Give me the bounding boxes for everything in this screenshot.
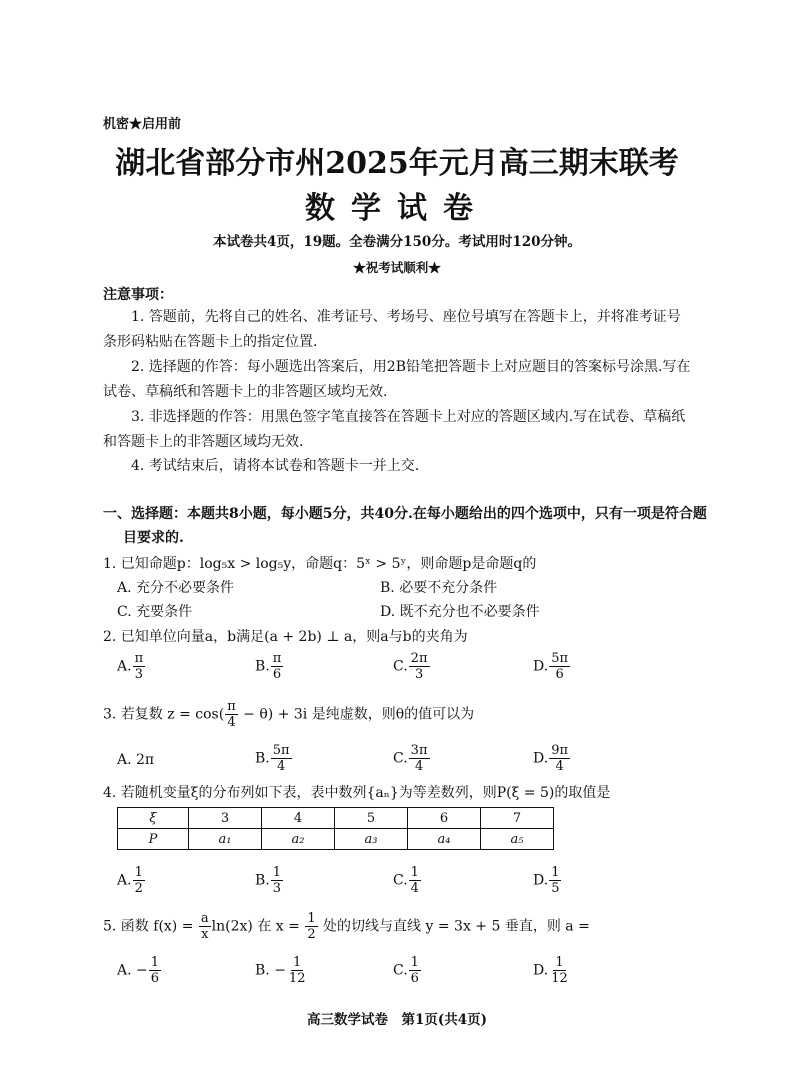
notice-item-2: 2. 选择题的作答：每小题选出答案后，用2B铅笔把答题卡上对应题目的答案标号涂黑.写在试卷、草稿纸和答题卡上的非答题区域均无效. bbox=[103, 359, 691, 400]
fraction bbox=[409, 744, 430, 773]
fraction bbox=[133, 652, 146, 681]
table-row bbox=[118, 808, 554, 829]
table-cell: a₁ bbox=[189, 829, 262, 850]
denominator: 3 bbox=[134, 667, 143, 682]
numerator: 5π bbox=[272, 743, 290, 758]
q2-stem: 2. 已知单位向量a，b满足(a + 2b) ⊥ a，则a与b的夹角为 bbox=[103, 629, 468, 645]
table-cell: 3 bbox=[189, 808, 262, 829]
fraction bbox=[199, 912, 211, 941]
table-cell: a₅ bbox=[481, 829, 554, 850]
q4-option-a bbox=[117, 866, 146, 895]
notice-item-3: 3. 非选择题的作答：用黑色签字笔直接答在答题卡上对应的答题区域内.写在试卷、草稿纸和答题卡上的非答题区域均无效. bbox=[103, 409, 686, 450]
denominator: 4 bbox=[414, 759, 424, 774]
option-label: C. bbox=[393, 962, 408, 979]
denominator: 6 bbox=[410, 971, 419, 986]
numerator: 5π bbox=[551, 651, 569, 666]
denominator: 2 bbox=[307, 927, 316, 942]
denominator: 6 bbox=[555, 667, 564, 682]
option-label: C. bbox=[393, 658, 408, 675]
numerator: 1 bbox=[293, 955, 302, 970]
table-row bbox=[118, 829, 554, 850]
fraction bbox=[271, 866, 283, 895]
q2-option-b bbox=[255, 652, 284, 681]
table-cell: 5 bbox=[335, 808, 408, 829]
fraction bbox=[549, 956, 570, 985]
denominator: 12 bbox=[551, 971, 568, 986]
fraction bbox=[133, 866, 145, 895]
notice-item-4: 4. 考试结束后，请将本试卷和答题卡一并上交. bbox=[131, 458, 420, 474]
table-cell: 7 bbox=[481, 808, 554, 829]
denominator: 4 bbox=[410, 881, 419, 896]
numerator: 1 bbox=[150, 955, 160, 970]
denominator: 4 bbox=[277, 759, 286, 774]
q3-stem-pre: 3. 若复数 z = cos( bbox=[103, 706, 225, 723]
option-label: B. bbox=[255, 658, 270, 675]
option-label: B. bbox=[255, 872, 270, 889]
q3-option-c bbox=[393, 744, 431, 773]
option-label: D. bbox=[533, 658, 549, 675]
table-cell: ξ bbox=[118, 808, 189, 829]
fraction bbox=[271, 652, 284, 681]
numerator: π bbox=[272, 651, 282, 666]
fraction bbox=[549, 744, 570, 773]
q5-option-a bbox=[117, 956, 162, 985]
fraction bbox=[549, 652, 570, 681]
q5-stem-post: 处的切线与直线 y = 3x + 5 垂直，则 a = bbox=[318, 918, 590, 935]
exam-subtitle: 数学试卷 bbox=[305, 191, 489, 226]
q3-stem bbox=[103, 700, 474, 729]
q3-option-b bbox=[255, 744, 293, 773]
q2-option-a bbox=[117, 652, 146, 681]
denominator: 2 bbox=[134, 881, 143, 896]
q5-stem-mid: ln(2x) 在 x = bbox=[211, 918, 305, 935]
q2-option-d bbox=[533, 652, 571, 681]
fraction bbox=[225, 700, 238, 729]
denominator: 6 bbox=[150, 971, 160, 986]
option-label: D. bbox=[533, 750, 549, 767]
numerator: 1 bbox=[555, 955, 564, 970]
q4-option-b bbox=[255, 866, 284, 895]
numerator: 1 bbox=[410, 865, 419, 880]
q3-option-d bbox=[533, 744, 571, 773]
q1-stem: 1. 已知命题p：log₅x > log₅y，命题q：5ˣ > 5ʸ，则命题p是命题q的 bbox=[103, 556, 537, 572]
confidential-label: 机密★启用前 bbox=[103, 117, 182, 132]
table-cell: P bbox=[118, 829, 189, 850]
fraction bbox=[549, 866, 561, 895]
notice-heading: 注意事项： bbox=[103, 287, 173, 303]
q1-option-b: B. 必要不充分条件 bbox=[380, 580, 498, 596]
option-label: D. bbox=[533, 872, 549, 889]
denominator: 5 bbox=[551, 881, 560, 896]
numerator: 1 bbox=[272, 865, 282, 880]
denominator: x bbox=[201, 927, 209, 942]
denominator: 12 bbox=[288, 971, 306, 986]
fraction bbox=[409, 956, 421, 985]
q5-stem bbox=[103, 912, 590, 941]
option-label: A. bbox=[117, 658, 132, 675]
denominator: 4 bbox=[227, 715, 236, 730]
option-label: D. bbox=[533, 962, 549, 979]
q1-option-c: C. 充要条件 bbox=[117, 604, 193, 620]
q2-option-c bbox=[393, 652, 431, 681]
option-label: A. bbox=[117, 872, 132, 889]
fraction bbox=[271, 744, 292, 773]
option-label: C. bbox=[393, 750, 408, 767]
numerator: 1 bbox=[410, 955, 419, 970]
page-footer: 高三数学试卷 第1页(共4页) bbox=[306, 1012, 488, 1028]
numerator: 2π bbox=[410, 651, 428, 666]
q3-stem-post: − θ) + 3i 是纯虚数，则θ的值可以为 bbox=[238, 706, 475, 723]
table-cell: a₃ bbox=[335, 829, 408, 850]
q1-option-a: A. 充分不必要条件 bbox=[117, 580, 235, 596]
numerator: π bbox=[227, 699, 236, 714]
option-label: B. − bbox=[255, 962, 286, 979]
q3-option-a: A. 2π bbox=[117, 752, 155, 768]
fraction bbox=[305, 912, 317, 941]
section-1-heading: 一、选择题：本题共8小题，每小题5分，共40分.在每小题给出的四个选项中，只有一项是符合题目要求的. bbox=[103, 506, 707, 546]
notice-item-1: 1. 答题前，先将自己的姓名、准考证号、考场号、座位号填写在答题卡上，并将准考证号条形码粘贴在答题卡上的指定位置. bbox=[103, 309, 681, 350]
numerator: a bbox=[200, 911, 209, 926]
option-label: C. bbox=[393, 872, 408, 889]
q4-option-d bbox=[533, 866, 562, 895]
q5-option-b bbox=[255, 956, 308, 985]
exam-info: 本试卷共4页，19题。全卷满分150分。考试用时120分钟。 bbox=[212, 234, 582, 250]
fraction bbox=[409, 866, 421, 895]
q5-option-c bbox=[393, 956, 422, 985]
table-cell: 4 bbox=[262, 808, 335, 829]
q5-stem-pre: 5. 函数 f(x) = bbox=[103, 918, 198, 935]
numerator: 1 bbox=[307, 911, 316, 926]
good-luck-line: ★祝考试顺利★ bbox=[353, 260, 441, 275]
q4-stem: 4. 若随机变量ξ的分布列如下表，表中数列{aₙ}为等差数列，则P(ξ = 5)的取值是 bbox=[103, 785, 611, 801]
numerator: 3π bbox=[410, 743, 428, 758]
denominator: 6 bbox=[272, 667, 282, 682]
numerator: 1 bbox=[134, 865, 143, 880]
numerator: 9π bbox=[551, 743, 569, 758]
numerator: 1 bbox=[551, 865, 560, 880]
denominator: 3 bbox=[414, 667, 424, 682]
denominator: 4 bbox=[555, 759, 564, 774]
fraction bbox=[287, 956, 308, 985]
q1-option-d: D. 既不充分也不必要条件 bbox=[380, 604, 540, 620]
option-label: A. − bbox=[117, 962, 148, 979]
distribution-table bbox=[117, 807, 554, 850]
fraction bbox=[149, 956, 161, 985]
table-cell: a₄ bbox=[408, 829, 481, 850]
table-cell: a₂ bbox=[262, 829, 335, 850]
option-label: B. bbox=[255, 750, 270, 767]
denominator: 3 bbox=[272, 881, 282, 896]
exam-title: 湖北省部分市州2025年元月高三期末联考 bbox=[115, 146, 679, 181]
q4-option-c bbox=[393, 866, 422, 895]
numerator: π bbox=[134, 651, 144, 666]
table-cell: 6 bbox=[408, 808, 481, 829]
q5-option-d bbox=[533, 956, 571, 985]
fraction bbox=[409, 652, 430, 681]
